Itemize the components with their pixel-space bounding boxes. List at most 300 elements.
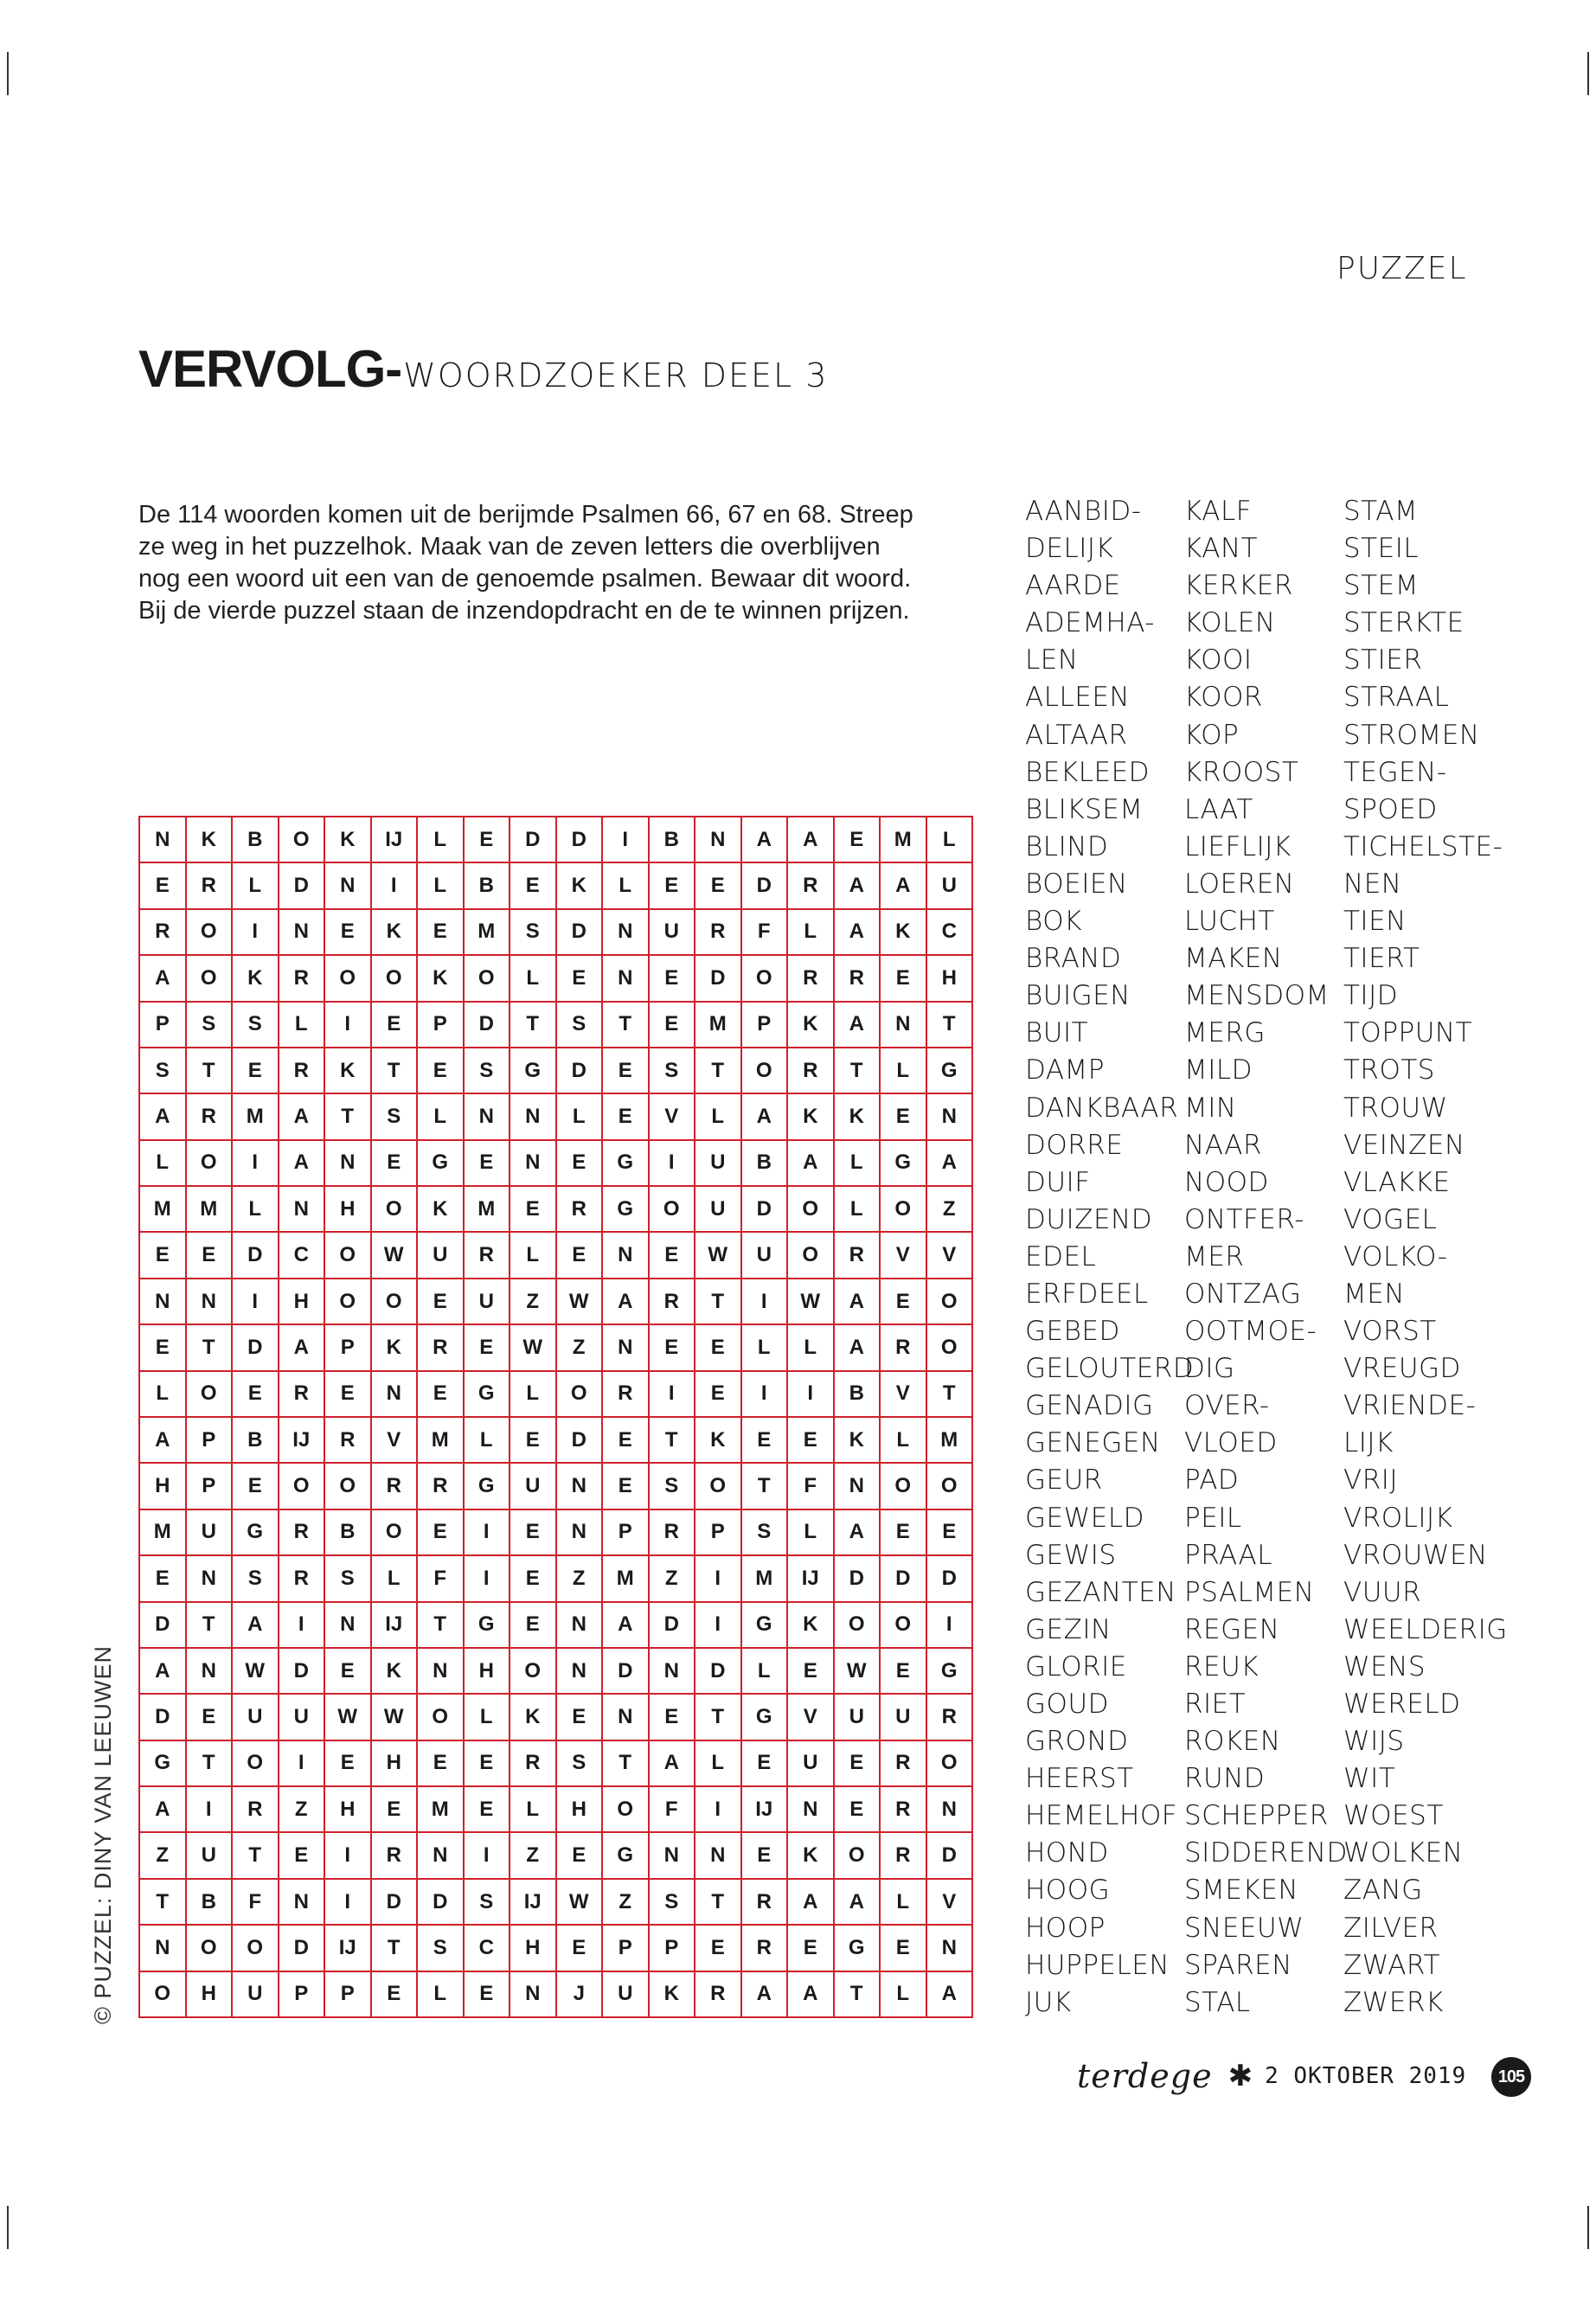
grid-cell[interactable]: E [788,1926,835,1971]
grid-cell[interactable]: K [788,1094,835,1140]
grid-cell[interactable]: O [881,1187,927,1233]
grid-cell[interactable]: A [835,1325,881,1371]
grid-cell[interactable]: R [510,1741,557,1787]
grid-cell[interactable]: IJ [325,1926,372,1971]
grid-cell[interactable]: S [140,1048,187,1094]
grid-cell[interactable]: W [233,1649,279,1695]
grid-cell[interactable]: H [140,1464,187,1509]
grid-cell[interactable]: P [279,1972,326,2018]
grid-cell[interactable]: O [510,1649,557,1695]
grid-cell[interactable]: D [927,1833,974,1879]
grid-cell[interactable]: L [788,910,835,956]
grid-cell[interactable]: D [465,1003,511,1048]
grid-cell[interactable]: E [325,910,372,956]
grid-cell[interactable]: N [557,1464,604,1509]
grid-cell[interactable]: I [695,1787,742,1833]
grid-cell[interactable]: I [372,863,419,909]
grid-cell[interactable]: O [279,1464,326,1509]
grid-cell[interactable]: I [465,1510,511,1556]
grid-cell[interactable]: L [372,1556,419,1602]
grid-cell[interactable]: L [557,1094,604,1140]
grid-cell[interactable]: I [233,1141,279,1187]
grid-cell[interactable]: E [603,1464,650,1509]
grid-cell[interactable]: O [187,956,234,1002]
grid-cell[interactable]: M [187,1187,234,1233]
grid-cell[interactable]: K [372,1649,419,1695]
grid-cell[interactable]: O [927,1464,974,1509]
grid-cell[interactable]: E [140,1556,187,1602]
grid-cell[interactable]: H [510,1926,557,1971]
grid-cell[interactable]: T [372,1048,419,1094]
grid-cell[interactable]: E [742,1741,789,1787]
grid-cell[interactable]: O [881,1464,927,1509]
grid-cell[interactable]: E [140,1233,187,1279]
grid-cell[interactable]: P [695,1510,742,1556]
grid-cell[interactable]: K [788,1603,835,1649]
grid-cell[interactable]: W [788,1279,835,1325]
grid-cell[interactable]: M [140,1510,187,1556]
grid-cell[interactable]: E [742,1833,789,1879]
grid-cell[interactable]: Z [140,1833,187,1879]
grid-cell[interactable]: T [325,1094,372,1140]
grid-cell[interactable]: T [372,1926,419,1971]
grid-cell[interactable]: S [233,1556,279,1602]
grid-cell[interactable]: S [650,1880,696,1926]
grid-cell[interactable]: T [233,1833,279,1879]
grid-cell[interactable]: IJ [510,1880,557,1926]
grid-cell[interactable]: A [140,1649,187,1695]
grid-cell[interactable]: F [418,1556,465,1602]
grid-cell[interactable]: A [788,1972,835,2018]
grid-cell[interactable]: K [557,863,604,909]
grid-cell[interactable]: E [695,863,742,909]
grid-cell[interactable]: L [418,1094,465,1140]
grid-cell[interactable]: A [927,1141,974,1187]
grid-cell[interactable]: N [927,1094,974,1140]
grid-cell[interactable]: L [233,863,279,909]
grid-cell[interactable]: G [465,1603,511,1649]
grid-cell[interactable]: N [510,1141,557,1187]
grid-cell[interactable]: C [465,1926,511,1971]
grid-cell[interactable]: G [233,1510,279,1556]
grid-cell[interactable]: E [418,910,465,956]
grid-cell[interactable]: N [603,956,650,1002]
grid-cell[interactable]: D [233,1233,279,1279]
grid-cell[interactable]: L [695,1741,742,1787]
grid-cell[interactable]: Z [279,1787,326,1833]
grid-cell[interactable]: IJ [372,817,419,863]
grid-cell[interactable]: E [650,1695,696,1740]
grid-cell[interactable]: T [187,1603,234,1649]
grid-cell[interactable]: N [788,1787,835,1833]
grid-cell[interactable]: N [510,1094,557,1140]
grid-cell[interactable]: E [557,1233,604,1279]
grid-cell[interactable]: N [372,1372,419,1418]
grid-cell[interactable]: H [927,956,974,1002]
grid-cell[interactable]: N [695,1833,742,1879]
grid-cell[interactable]: L [695,1094,742,1140]
grid-cell[interactable]: R [650,1279,696,1325]
grid-cell[interactable]: A [881,863,927,909]
grid-cell[interactable]: E [695,1372,742,1418]
grid-cell[interactable]: F [742,910,789,956]
grid-cell[interactable]: P [650,1926,696,1971]
grid-cell[interactable]: O [187,1372,234,1418]
grid-cell[interactable]: Z [510,1279,557,1325]
grid-cell[interactable]: S [233,1003,279,1048]
grid-cell[interactable]: D [881,1556,927,1602]
grid-cell[interactable]: U [465,1279,511,1325]
grid-cell[interactable]: D [372,1880,419,1926]
grid-cell[interactable]: A [927,1972,974,2018]
grid-cell[interactable]: A [835,1510,881,1556]
grid-cell[interactable]: S [187,1003,234,1048]
grid-cell[interactable]: T [835,1048,881,1094]
grid-cell[interactable]: T [650,1418,696,1464]
grid-cell[interactable]: N [279,910,326,956]
grid-cell[interactable]: K [418,1187,465,1233]
grid-cell[interactable]: O [650,1187,696,1233]
grid-cell[interactable]: L [465,1418,511,1464]
grid-cell[interactable]: L [788,1325,835,1371]
grid-cell[interactable]: Z [557,1556,604,1602]
grid-cell[interactable]: K [325,817,372,863]
grid-cell[interactable]: A [742,1094,789,1140]
grid-cell[interactable]: P [418,1003,465,1048]
grid-cell[interactable]: R [372,1464,419,1509]
grid-cell[interactable]: L [881,1048,927,1094]
grid-cell[interactable]: D [650,1603,696,1649]
grid-cell[interactable]: T [603,1741,650,1787]
grid-cell[interactable]: K [233,956,279,1002]
grid-cell[interactable]: T [695,1695,742,1740]
grid-cell[interactable]: I [465,1556,511,1602]
grid-cell[interactable]: R [279,1510,326,1556]
grid-cell[interactable]: A [140,1787,187,1833]
grid-cell[interactable]: E [418,1048,465,1094]
grid-cell[interactable]: E [695,1926,742,1971]
grid-cell[interactable]: E [279,1833,326,1879]
grid-cell[interactable]: I [788,1372,835,1418]
grid-cell[interactable]: K [835,1094,881,1140]
grid-cell[interactable]: E [465,817,511,863]
grid-cell[interactable]: R [742,1880,789,1926]
grid-cell[interactable]: H [325,1187,372,1233]
grid-cell[interactable]: K [510,1695,557,1740]
grid-cell[interactable]: M [465,910,511,956]
grid-cell[interactable]: N [557,1603,604,1649]
grid-cell[interactable]: P [603,1510,650,1556]
grid-cell[interactable]: G [881,1141,927,1187]
grid-cell[interactable]: N [187,1279,234,1325]
grid-cell[interactable]: E [835,1741,881,1787]
grid-cell[interactable]: S [465,1048,511,1094]
grid-cell[interactable]: S [557,1741,604,1787]
grid-cell[interactable]: E [603,1048,650,1094]
grid-cell[interactable]: L [881,1972,927,2018]
grid-cell[interactable]: S [650,1464,696,1509]
grid-cell[interactable]: B [233,1418,279,1464]
grid-cell[interactable]: E [418,1741,465,1787]
grid-cell[interactable]: E [650,1325,696,1371]
grid-cell[interactable]: L [835,1187,881,1233]
grid-cell[interactable]: B [233,817,279,863]
grid-cell[interactable]: A [835,1880,881,1926]
grid-cell[interactable]: W [695,1233,742,1279]
grid-cell[interactable]: W [557,1279,604,1325]
grid-cell[interactable]: E [695,1325,742,1371]
grid-cell[interactable]: T [835,1972,881,2018]
grid-cell[interactable]: O [881,1603,927,1649]
grid-cell[interactable]: IJ [788,1556,835,1602]
grid-cell[interactable]: N [927,1926,974,1971]
grid-cell[interactable]: H [372,1741,419,1787]
grid-cell[interactable]: N [140,1926,187,1971]
grid-cell[interactable]: E [465,1972,511,2018]
grid-cell[interactable]: Z [927,1187,974,1233]
grid-cell[interactable]: R [465,1233,511,1279]
grid-cell[interactable]: E [650,956,696,1002]
grid-cell[interactable]: V [881,1233,927,1279]
grid-cell[interactable]: E [465,1741,511,1787]
grid-cell[interactable]: P [603,1926,650,1971]
grid-cell[interactable]: O [742,956,789,1002]
grid-cell[interactable]: A [835,1003,881,1048]
grid-cell[interactable]: F [650,1787,696,1833]
grid-cell[interactable]: T [742,1464,789,1509]
grid-cell[interactable]: D [418,1880,465,1926]
grid-cell[interactable]: E [788,1418,835,1464]
grid-cell[interactable]: E [510,1418,557,1464]
grid-cell[interactable]: G [603,1833,650,1879]
grid-cell[interactable]: T [187,1325,234,1371]
grid-cell[interactable]: R [742,1926,789,1971]
grid-cell[interactable]: D [557,1418,604,1464]
grid-cell[interactable]: W [510,1325,557,1371]
grid-cell[interactable]: L [742,1649,789,1695]
grid-cell[interactable]: O [788,1233,835,1279]
grid-cell[interactable]: S [557,1003,604,1048]
grid-cell[interactable]: M [742,1556,789,1602]
grid-cell[interactable]: R [881,1833,927,1879]
grid-cell[interactable]: M [603,1556,650,1602]
grid-cell[interactable]: E [372,1003,419,1048]
grid-cell[interactable]: N [187,1649,234,1695]
grid-cell[interactable]: A [788,1141,835,1187]
grid-cell[interactable]: R [650,1510,696,1556]
grid-cell[interactable]: R [881,1741,927,1787]
grid-cell[interactable]: N [603,1325,650,1371]
grid-cell[interactable]: E [927,1510,974,1556]
grid-cell[interactable]: C [927,910,974,956]
grid-cell[interactable]: D [695,956,742,1002]
grid-cell[interactable]: L [881,1880,927,1926]
grid-cell[interactable]: U [650,910,696,956]
grid-cell[interactable]: P [325,1972,372,2018]
grid-cell[interactable]: I [325,1880,372,1926]
grid-cell[interactable]: I [650,1141,696,1187]
grid-cell[interactable]: D [233,1325,279,1371]
grid-cell[interactable]: A [742,1972,789,2018]
grid-cell[interactable]: E [881,1649,927,1695]
grid-cell[interactable]: R [187,1094,234,1140]
grid-cell[interactable]: A [279,1141,326,1187]
grid-cell[interactable]: V [881,1372,927,1418]
grid-cell[interactable]: E [881,1094,927,1140]
grid-cell[interactable]: B [742,1141,789,1187]
grid-cell[interactable]: L [835,1141,881,1187]
grid-cell[interactable]: D [510,817,557,863]
grid-cell[interactable]: R [325,1418,372,1464]
grid-cell[interactable]: L [140,1141,187,1187]
grid-cell[interactable]: W [372,1233,419,1279]
grid-cell[interactable]: U [510,1464,557,1509]
grid-cell[interactable]: O [325,1279,372,1325]
grid-cell[interactable]: I [325,1833,372,1879]
grid-cell[interactable]: W [835,1649,881,1695]
grid-cell[interactable]: C [279,1233,326,1279]
grid-cell[interactable]: O [187,1141,234,1187]
grid-cell[interactable]: O [465,956,511,1002]
grid-cell[interactable]: O [927,1741,974,1787]
grid-cell[interactable]: Z [603,1880,650,1926]
grid-cell[interactable]: R [187,863,234,909]
grid-cell[interactable]: E [557,1833,604,1879]
grid-cell[interactable]: O [187,1926,234,1971]
grid-cell[interactable]: B [187,1880,234,1926]
grid-cell[interactable]: G [603,1141,650,1187]
grid-cell[interactable]: U [418,1233,465,1279]
grid-cell[interactable]: A [140,956,187,1002]
grid-cell[interactable]: R [881,1325,927,1371]
grid-cell[interactable]: R [788,956,835,1002]
grid-cell[interactable]: N [650,1649,696,1695]
grid-cell[interactable]: E [557,1695,604,1740]
grid-cell[interactable]: G [742,1695,789,1740]
grid-cell[interactable]: E [557,1926,604,1971]
grid-cell[interactable]: E [603,1094,650,1140]
grid-cell[interactable]: IJ [279,1418,326,1464]
grid-cell[interactable]: M [927,1418,974,1464]
grid-cell[interactable]: O [603,1787,650,1833]
grid-cell[interactable]: I [742,1372,789,1418]
grid-cell[interactable]: V [927,1233,974,1279]
grid-cell[interactable]: L [140,1372,187,1418]
grid-cell[interactable]: A [835,863,881,909]
grid-cell[interactable]: D [742,1187,789,1233]
grid-cell[interactable]: I [650,1372,696,1418]
grid-cell[interactable]: N [835,1464,881,1509]
grid-cell[interactable]: I [742,1279,789,1325]
grid-cell[interactable]: U [603,1972,650,2018]
grid-cell[interactable]: D [603,1649,650,1695]
grid-cell[interactable]: O [372,1510,419,1556]
grid-cell[interactable]: A [279,1094,326,1140]
grid-cell[interactable]: E [372,1787,419,1833]
grid-cell[interactable]: H [187,1972,234,2018]
grid-cell[interactable]: L [742,1325,789,1371]
grid-cell[interactable]: O [695,1464,742,1509]
grid-cell[interactable]: G [603,1187,650,1233]
grid-cell[interactable]: E [418,1279,465,1325]
grid-cell[interactable]: F [233,1880,279,1926]
grid-cell[interactable]: A [835,910,881,956]
grid-cell[interactable]: L [603,863,650,909]
grid-cell[interactable]: S [650,1048,696,1094]
grid-cell[interactable]: E [742,1418,789,1464]
grid-cell[interactable]: E [788,1649,835,1695]
grid-cell[interactable]: S [510,910,557,956]
grid-cell[interactable]: R [418,1464,465,1509]
grid-cell[interactable]: I [187,1787,234,1833]
grid-cell[interactable]: A [742,817,789,863]
grid-cell[interactable]: E [325,1741,372,1787]
grid-cell[interactable]: R [881,1787,927,1833]
grid-cell[interactable]: L [418,863,465,909]
grid-cell[interactable]: E [603,1418,650,1464]
grid-cell[interactable]: N [557,1649,604,1695]
grid-cell[interactable]: V [788,1695,835,1740]
grid-cell[interactable]: T [603,1003,650,1048]
grid-cell[interactable]: N [557,1510,604,1556]
grid-cell[interactable]: O [557,1372,604,1418]
grid-cell[interactable]: J [557,1972,604,2018]
grid-cell[interactable]: E [372,1141,419,1187]
grid-cell[interactable]: D [279,1926,326,1971]
grid-cell[interactable]: B [465,863,511,909]
grid-cell[interactable]: N [325,1603,372,1649]
grid-cell[interactable]: U [187,1510,234,1556]
grid-cell[interactable]: E [325,1649,372,1695]
grid-cell[interactable]: D [927,1556,974,1602]
grid-cell[interactable]: E [140,863,187,909]
grid-cell[interactable]: A [279,1325,326,1371]
grid-cell[interactable]: T [695,1880,742,1926]
grid-cell[interactable]: M [465,1187,511,1233]
grid-cell[interactable]: R [372,1833,419,1879]
grid-cell[interactable]: I [465,1833,511,1879]
grid-cell[interactable]: Z [650,1556,696,1602]
grid-cell[interactable]: O [742,1048,789,1094]
grid-cell[interactable]: S [418,1926,465,1971]
grid-cell[interactable]: I [603,817,650,863]
grid-cell[interactable]: L [279,1003,326,1048]
grid-cell[interactable]: K [835,1418,881,1464]
grid-cell[interactable]: O [418,1695,465,1740]
grid-cell[interactable]: U [835,1695,881,1740]
grid-cell[interactable]: R [233,1787,279,1833]
grid-cell[interactable]: O [372,956,419,1002]
grid-cell[interactable]: N [325,863,372,909]
grid-cell[interactable]: N [140,1279,187,1325]
grid-cell[interactable]: M [140,1187,187,1233]
grid-cell[interactable]: K [695,1418,742,1464]
grid-cell[interactable]: E [650,1233,696,1279]
grid-cell[interactable]: I [233,1279,279,1325]
grid-cell[interactable]: Z [557,1325,604,1371]
grid-cell[interactable]: K [788,1833,835,1879]
grid-cell[interactable]: L [510,1787,557,1833]
grid-cell[interactable]: R [927,1695,974,1740]
grid-cell[interactable]: H [325,1787,372,1833]
grid-cell[interactable]: N [279,1880,326,1926]
grid-cell[interactable]: T [927,1003,974,1048]
grid-cell[interactable]: N [418,1649,465,1695]
grid-cell[interactable]: N [695,817,742,863]
grid-cell[interactable]: T [140,1880,187,1926]
grid-cell[interactable]: V [650,1094,696,1140]
grid-cell[interactable]: B [835,1372,881,1418]
